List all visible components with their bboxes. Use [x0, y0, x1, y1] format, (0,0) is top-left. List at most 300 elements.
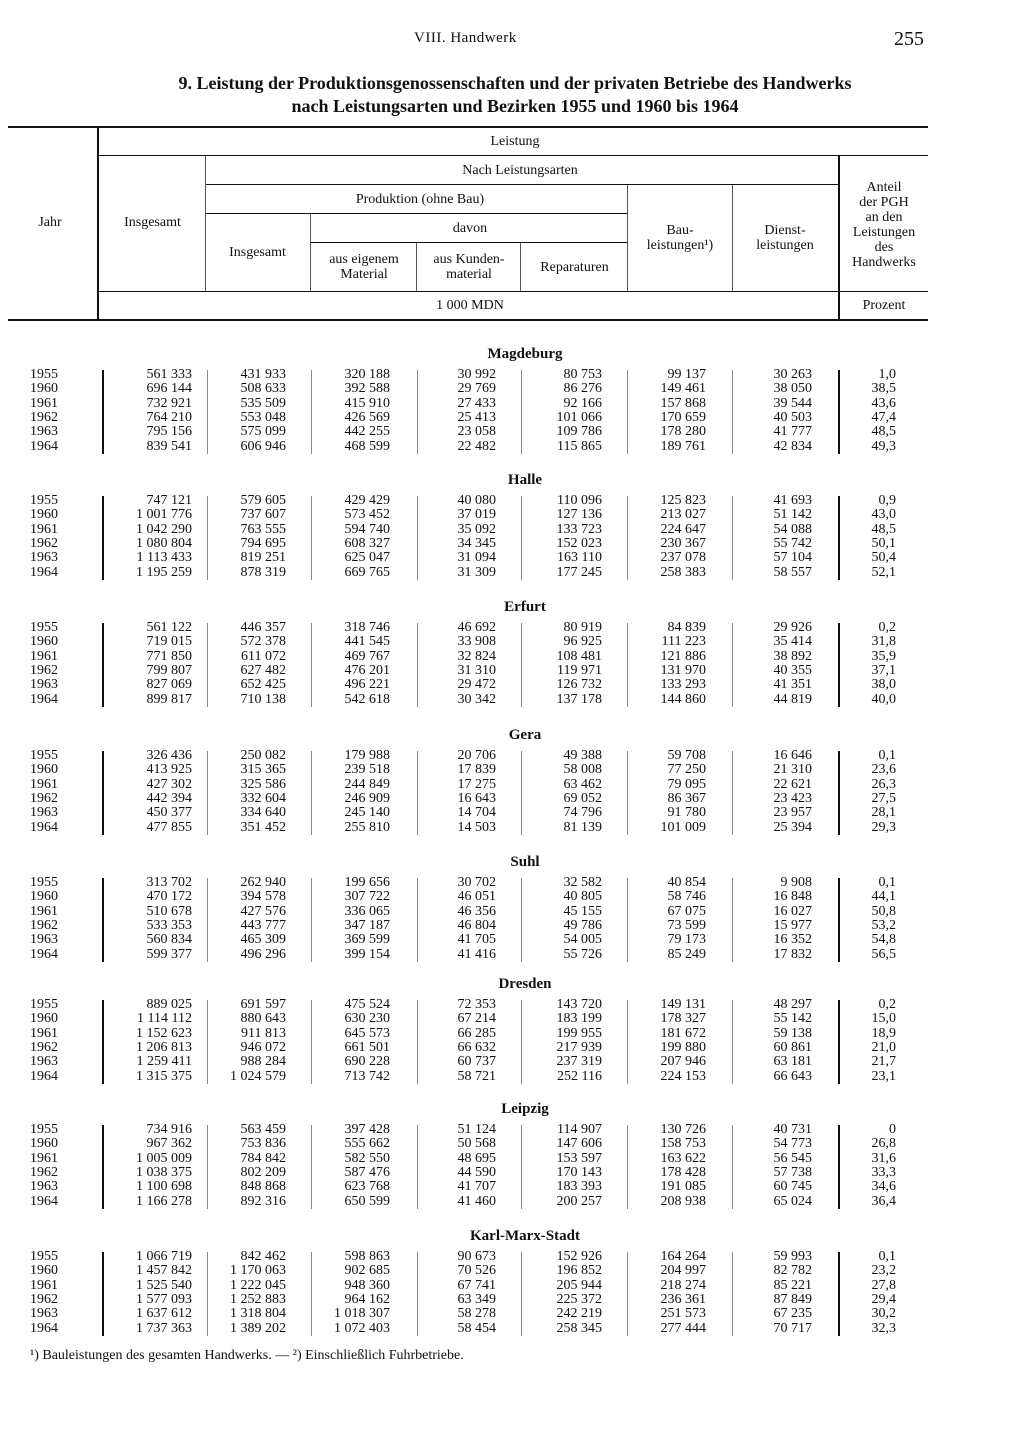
value-cell: 46 051	[457, 889, 496, 905]
rule-above-units	[98, 291, 928, 292]
value-cell: 20 706	[457, 748, 496, 763]
value-cell: 30 342	[457, 691, 496, 707]
value-cell: 59 138	[773, 1025, 812, 1041]
table-row	[0, 693, 1024, 707]
value-cell: 41 416	[457, 946, 496, 962]
value-cell: 784 842	[240, 1150, 286, 1166]
header-produktion: Produktion (ohne Bau)	[355, 192, 485, 207]
value-cell: 34,6	[871, 1179, 896, 1195]
value-cell: 111 223	[661, 634, 706, 650]
value-cell: 73 599	[667, 917, 706, 933]
value-cell: 31 309	[457, 564, 496, 580]
year-cell: 1962	[30, 790, 58, 806]
value-cell: 31 094	[457, 550, 496, 566]
value-cell: 555 662	[344, 1136, 390, 1152]
value-cell: 32 824	[457, 648, 496, 664]
value-cell: 200 257	[556, 1193, 602, 1209]
value-cell: 72 353	[457, 997, 496, 1012]
year-cell: 1962	[30, 1291, 58, 1307]
value-cell: 827 069	[146, 677, 192, 693]
value-cell: 41 705	[457, 932, 496, 948]
year-cell: 1961	[30, 1025, 58, 1041]
value-cell: 1 318 804	[230, 1306, 286, 1322]
value-cell: 27,8	[871, 1277, 896, 1293]
value-cell: 27,5	[871, 790, 896, 806]
value-cell: 80 753	[563, 367, 602, 382]
value-cell: 29,3	[871, 819, 896, 835]
value-cell: 126 732	[556, 677, 602, 693]
value-cell: 315 365	[240, 762, 286, 778]
value-cell: 313 702	[146, 875, 192, 890]
value-cell: 39 544	[773, 395, 812, 411]
value-cell: 475 524	[344, 997, 390, 1012]
chapter-title: VIII. Handwerk	[414, 30, 517, 46]
value-cell: 224 153	[660, 1068, 706, 1084]
value-cell: 599 377	[146, 946, 192, 962]
value-cell: 325 586	[240, 776, 286, 792]
value-cell: 63 181	[773, 1054, 812, 1070]
value-cell: 199 955	[556, 1025, 602, 1041]
value-cell: 237 078	[660, 550, 706, 566]
value-cell: 661 501	[344, 1039, 390, 1055]
value-cell: 60 861	[773, 1039, 812, 1055]
table-row	[0, 664, 1024, 678]
value-cell: 46 356	[457, 903, 496, 919]
value-cell: 611 072	[241, 648, 286, 664]
value-cell: 31,6	[871, 1150, 896, 1166]
table-row	[0, 1250, 1024, 1264]
value-cell: 239 518	[344, 762, 390, 778]
value-cell: 1 024 579	[230, 1068, 286, 1084]
table-title-line-1: 9. Leistung der Produktionsgenossenschaften und der privaten Betriebe des Handwerks	[178, 73, 852, 93]
year-cell: 1963	[30, 1054, 58, 1070]
table-row	[0, 1279, 1024, 1293]
value-cell: 36,4	[871, 1193, 896, 1209]
value-cell: 133 723	[556, 521, 602, 537]
year-cell: 1964	[30, 1068, 58, 1084]
value-cell: 470 172	[146, 889, 192, 905]
value-cell: 696 144	[146, 381, 192, 397]
value-cell: 96 925	[563, 634, 602, 650]
value-cell: 429 429	[344, 493, 390, 508]
value-cell: 207 946	[660, 1054, 706, 1070]
value-cell: 415 910	[344, 395, 390, 411]
value-cell: 43,6	[871, 395, 896, 411]
value-cell: 67 075	[667, 903, 706, 919]
value-cell: 579 605	[240, 493, 286, 508]
year-cell: 1960	[30, 507, 58, 523]
value-cell: 32 582	[563, 875, 602, 890]
value-cell: 79 095	[667, 776, 706, 792]
year-cell: 1961	[30, 395, 58, 411]
value-cell: 38 892	[773, 648, 812, 664]
value-cell: 1 259 411	[136, 1054, 192, 1070]
value-cell: 17 275	[457, 776, 496, 792]
year-cell: 1961	[30, 1150, 58, 1166]
value-cell: 582 550	[344, 1150, 390, 1166]
year-cell: 1955	[30, 620, 58, 635]
value-cell: 394 578	[240, 889, 286, 905]
value-cell: 143 720	[556, 997, 602, 1012]
value-cell: 81 139	[563, 819, 602, 835]
value-cell: 50,1	[871, 535, 896, 551]
value-cell: 16 352	[773, 932, 812, 948]
value-cell: 0,1	[878, 1249, 896, 1264]
value-cell: 67 235	[773, 1306, 812, 1322]
year-cell: 1963	[30, 932, 58, 948]
value-cell: 40,0	[871, 691, 896, 707]
year-cell: 1955	[30, 493, 58, 508]
value-cell: 1,0	[878, 367, 896, 382]
value-cell: 101 009	[660, 819, 706, 835]
value-cell: 86 367	[667, 790, 706, 806]
header-produktion-insgesamt: Insgesamt	[229, 245, 286, 260]
value-cell: 17 832	[773, 946, 812, 962]
value-cell: 542 618	[344, 691, 390, 707]
value-cell: 23,1	[871, 1068, 896, 1084]
value-cell: 58 454	[457, 1320, 496, 1336]
value-cell: 392 588	[344, 381, 390, 397]
value-cell: 469 767	[344, 648, 390, 664]
value-cell: 40 080	[457, 493, 496, 508]
value-cell: 149 461	[660, 381, 706, 397]
value-cell: 30,2	[871, 1306, 896, 1322]
value-cell: 54 773	[773, 1136, 812, 1152]
value-cell: 336 065	[344, 903, 390, 919]
table-row	[0, 1264, 1024, 1278]
value-cell: 450 377	[146, 805, 192, 821]
value-cell: 60 737	[457, 1054, 496, 1070]
region-heading: Dresden	[498, 976, 552, 992]
value-cell: 217 939	[556, 1039, 602, 1055]
table-row	[0, 523, 1024, 537]
table-row	[0, 440, 1024, 454]
value-cell: 427 302	[146, 776, 192, 792]
value-cell: 892 316	[240, 1193, 286, 1209]
value-cell: 48,5	[871, 521, 896, 537]
value-cell: 561 333	[146, 367, 192, 382]
year-cell: 1961	[30, 1277, 58, 1293]
value-cell: 31,8	[871, 634, 896, 650]
value-cell: 1 637 612	[136, 1306, 192, 1322]
value-cell: 137 178	[556, 691, 602, 707]
year-cell: 1962	[30, 917, 58, 933]
value-cell: 0	[889, 1122, 896, 1137]
header-jahr: Jahr	[38, 215, 62, 230]
value-cell: 848 868	[240, 1179, 286, 1195]
value-cell: 56 545	[773, 1150, 812, 1166]
table-row	[0, 806, 1024, 820]
value-cell: 163 622	[660, 1150, 706, 1166]
year-cell: 1960	[30, 889, 58, 905]
table-row	[0, 1152, 1024, 1166]
value-cell: 131 970	[660, 662, 706, 678]
value-cell: 15 977	[773, 917, 812, 933]
value-cell: 54,8	[871, 932, 896, 948]
value-cell: 47,4	[871, 409, 896, 425]
year-cell: 1955	[30, 875, 58, 890]
value-cell: 53,2	[871, 917, 896, 933]
value-cell: 964 162	[344, 1291, 390, 1307]
value-cell: 17 839	[457, 762, 496, 778]
value-cell: 535 509	[240, 395, 286, 411]
value-cell: 442 255	[344, 424, 390, 440]
value-cell: 99 137	[667, 367, 706, 382]
value-cell: 351 452	[240, 819, 286, 835]
rule-under-produktion	[205, 213, 627, 214]
value-cell: 625 047	[344, 550, 390, 566]
value-cell: 1 042 290	[136, 521, 192, 537]
value-cell: 1 525 540	[136, 1277, 192, 1293]
year-cell: 1955	[30, 1122, 58, 1137]
value-cell: 560 834	[146, 932, 192, 948]
year-cell: 1962	[30, 662, 58, 678]
value-cell: 237 319	[556, 1054, 602, 1070]
value-cell: 1 389 202	[230, 1320, 286, 1336]
value-cell: 153 597	[556, 1150, 602, 1166]
header-vline-bau	[627, 185, 628, 291]
value-cell: 23 423	[773, 790, 812, 806]
value-cell: 442 394	[146, 790, 192, 806]
value-cell: 63 462	[563, 776, 602, 792]
value-cell: 1 315 375	[136, 1068, 192, 1084]
value-cell: 110 096	[557, 493, 602, 508]
value-cell: 764 210	[146, 409, 192, 425]
value-cell: 15,0	[871, 1011, 896, 1027]
value-cell: 691 597	[240, 997, 286, 1012]
table-row	[0, 494, 1024, 508]
value-cell: 799 807	[146, 662, 192, 678]
table-row	[0, 508, 1024, 522]
table-row	[0, 821, 1024, 835]
value-cell: 224 647	[660, 521, 706, 537]
value-cell: 58 721	[457, 1068, 496, 1084]
value-cell: 277 444	[660, 1320, 706, 1336]
value-cell: 152 023	[556, 535, 602, 551]
table-title	[60, 72, 970, 118]
value-cell: 623 768	[344, 1179, 390, 1195]
year-cell: 1964	[30, 1320, 58, 1336]
value-cell: 1 114 112	[137, 1011, 192, 1027]
value-cell: 114 907	[557, 1122, 602, 1137]
header-insgesamt: Insgesamt	[124, 215, 181, 230]
value-cell: 60 745	[773, 1179, 812, 1195]
value-cell: 35 414	[773, 634, 812, 650]
value-cell: 842 462	[240, 1249, 286, 1264]
value-cell: 1 222 045	[230, 1277, 286, 1293]
value-cell: 40 355	[773, 662, 812, 678]
table-row	[0, 1293, 1024, 1307]
value-cell: 119 971	[557, 662, 602, 678]
table-row	[0, 382, 1024, 396]
value-cell: 23,6	[871, 762, 896, 778]
value-cell: 44,1	[871, 889, 896, 905]
year-cell: 1955	[30, 997, 58, 1012]
value-cell: 0,2	[878, 620, 896, 635]
value-cell: 1 170 063	[230, 1263, 286, 1279]
value-cell: 320 188	[344, 367, 390, 382]
value-cell: 191 085	[660, 1179, 706, 1195]
value-cell: 690 228	[344, 1054, 390, 1070]
region-heading: Magdeburg	[487, 346, 563, 362]
value-cell: 63 349	[457, 1291, 496, 1307]
value-cell: 41 707	[457, 1179, 496, 1195]
year-cell: 1963	[30, 805, 58, 821]
value-cell: 1 252 883	[230, 1291, 286, 1307]
value-cell: 0,1	[878, 748, 896, 763]
value-cell: 130 726	[660, 1122, 706, 1137]
value-cell: 48,5	[871, 424, 896, 440]
value-cell: 152 926	[556, 1249, 602, 1264]
rule-under-nach-leistungsarten	[205, 184, 838, 185]
value-cell: 878 319	[240, 564, 286, 580]
value-cell: 946 072	[240, 1039, 286, 1055]
value-cell: 66 632	[457, 1039, 496, 1055]
table-row	[0, 635, 1024, 649]
header-anteil-6: Handwerks	[852, 255, 916, 270]
rule-under-davon	[310, 242, 627, 243]
value-cell: 1 737 363	[136, 1320, 192, 1336]
value-cell: 29,4	[871, 1291, 896, 1307]
region-heading: Karl-Marx-Stadt	[470, 1228, 580, 1244]
table-row	[0, 411, 1024, 425]
table-row	[0, 876, 1024, 890]
year-cell: 1963	[30, 1179, 58, 1195]
value-cell: 880 643	[240, 1011, 286, 1027]
value-cell: 178 280	[660, 424, 706, 440]
value-cell: 57 738	[773, 1164, 812, 1180]
value-cell: 32,3	[871, 1320, 896, 1336]
value-cell: 1 166 278	[136, 1193, 192, 1209]
value-cell: 1 152 623	[136, 1025, 192, 1041]
header-anteil-4: Leistungen	[852, 225, 916, 240]
table-row	[0, 397, 1024, 411]
value-cell: 50,4	[871, 550, 896, 566]
value-cell: 23 957	[773, 805, 812, 821]
year-cell: 1962	[30, 535, 58, 551]
table-title-line-2: nach Leistungsarten und Bezirken 1955 und 1960 bis 1964	[291, 96, 739, 116]
value-cell: 802 209	[240, 1164, 286, 1180]
value-cell: 101 066	[556, 409, 602, 425]
value-cell: 199 656	[344, 875, 390, 890]
value-cell: 710 138	[240, 691, 286, 707]
table-row	[0, 1322, 1024, 1336]
value-cell: 242 219	[556, 1306, 602, 1322]
region-heading: Suhl	[510, 854, 540, 870]
value-cell: 79 173	[667, 932, 706, 948]
value-cell: 258 345	[556, 1320, 602, 1336]
value-cell: 86 276	[563, 381, 602, 397]
year-cell: 1963	[30, 677, 58, 693]
value-cell: 40 805	[563, 889, 602, 905]
region-heading: Halle	[507, 472, 543, 488]
value-cell: 41 351	[773, 677, 812, 693]
value-cell: 177 245	[556, 564, 602, 580]
value-cell: 476 201	[344, 662, 390, 678]
value-cell: 236 361	[660, 1291, 706, 1307]
region-heading: Gera	[508, 727, 542, 743]
year-cell: 1963	[30, 1306, 58, 1322]
value-cell: 46 692	[457, 620, 496, 635]
value-cell: 29 472	[457, 677, 496, 693]
value-cell: 133 293	[660, 677, 706, 693]
value-cell: 30 263	[773, 367, 812, 382]
header-leistung: Leistung	[490, 134, 540, 149]
value-cell: 572 378	[240, 634, 286, 650]
header-dienst-2: leistungen	[756, 238, 814, 253]
header-kunden-1: aus Kunden-	[433, 252, 505, 267]
value-cell: 627 482	[240, 662, 286, 678]
table-row	[0, 678, 1024, 692]
value-cell: 0,1	[878, 875, 896, 890]
table-row	[0, 749, 1024, 763]
value-cell: 1 001 776	[136, 507, 192, 523]
table-row	[0, 792, 1024, 806]
value-cell: 40 854	[667, 875, 706, 890]
value-cell: 58 746	[667, 889, 706, 905]
value-cell: 40 731	[773, 1122, 812, 1137]
year-cell: 1955	[30, 1249, 58, 1264]
value-cell: 771 850	[146, 648, 192, 664]
value-cell: 147 606	[556, 1136, 602, 1152]
value-cell: 426 569	[344, 409, 390, 425]
table-row	[0, 1195, 1024, 1209]
year-cell: 1964	[30, 564, 58, 580]
table-row	[0, 1180, 1024, 1194]
value-cell: 67 214	[457, 1011, 496, 1027]
value-cell: 650 599	[344, 1193, 390, 1209]
value-cell: 318 746	[344, 620, 390, 635]
header-anteil-3: an den	[865, 210, 903, 225]
year-cell: 1961	[30, 903, 58, 919]
table-row	[0, 1012, 1024, 1026]
header-vline-year	[97, 127, 99, 320]
value-cell: 115 865	[557, 438, 602, 454]
value-cell: 225 372	[556, 1291, 602, 1307]
value-cell: 598 863	[344, 1249, 390, 1264]
table-row	[0, 998, 1024, 1012]
value-cell: 37 019	[457, 507, 496, 523]
value-cell: 55 142	[773, 1011, 812, 1027]
value-cell: 652 425	[240, 677, 286, 693]
value-cell: 38 050	[773, 381, 812, 397]
header-vline-kunden	[416, 243, 417, 291]
table-row	[0, 905, 1024, 919]
value-cell: 44 819	[773, 691, 812, 707]
value-cell: 163 110	[557, 550, 602, 566]
value-cell: 1 018 307	[334, 1306, 390, 1322]
value-cell: 594 740	[344, 521, 390, 537]
value-cell: 839 541	[146, 438, 192, 454]
year-cell: 1961	[30, 776, 58, 792]
value-cell: 51 124	[457, 1122, 496, 1137]
year-cell: 1962	[30, 409, 58, 425]
value-cell: 58 278	[457, 1306, 496, 1322]
value-cell: 43,0	[871, 507, 896, 523]
value-cell: 669 765	[344, 564, 390, 580]
value-cell: 413 925	[146, 762, 192, 778]
header-vline-reparaturen	[520, 243, 521, 291]
region-heading: Erfurt	[504, 599, 546, 615]
header-eigen-1: aus eigenem	[329, 252, 399, 267]
value-cell: 258 383	[660, 564, 706, 580]
value-cell: 49 388	[563, 748, 602, 763]
value-cell: 51 142	[773, 507, 812, 523]
value-cell: 55 742	[773, 535, 812, 551]
value-cell: 56,5	[871, 946, 896, 962]
value-cell: 889 025	[146, 997, 192, 1012]
value-cell: 9 908	[780, 875, 812, 890]
